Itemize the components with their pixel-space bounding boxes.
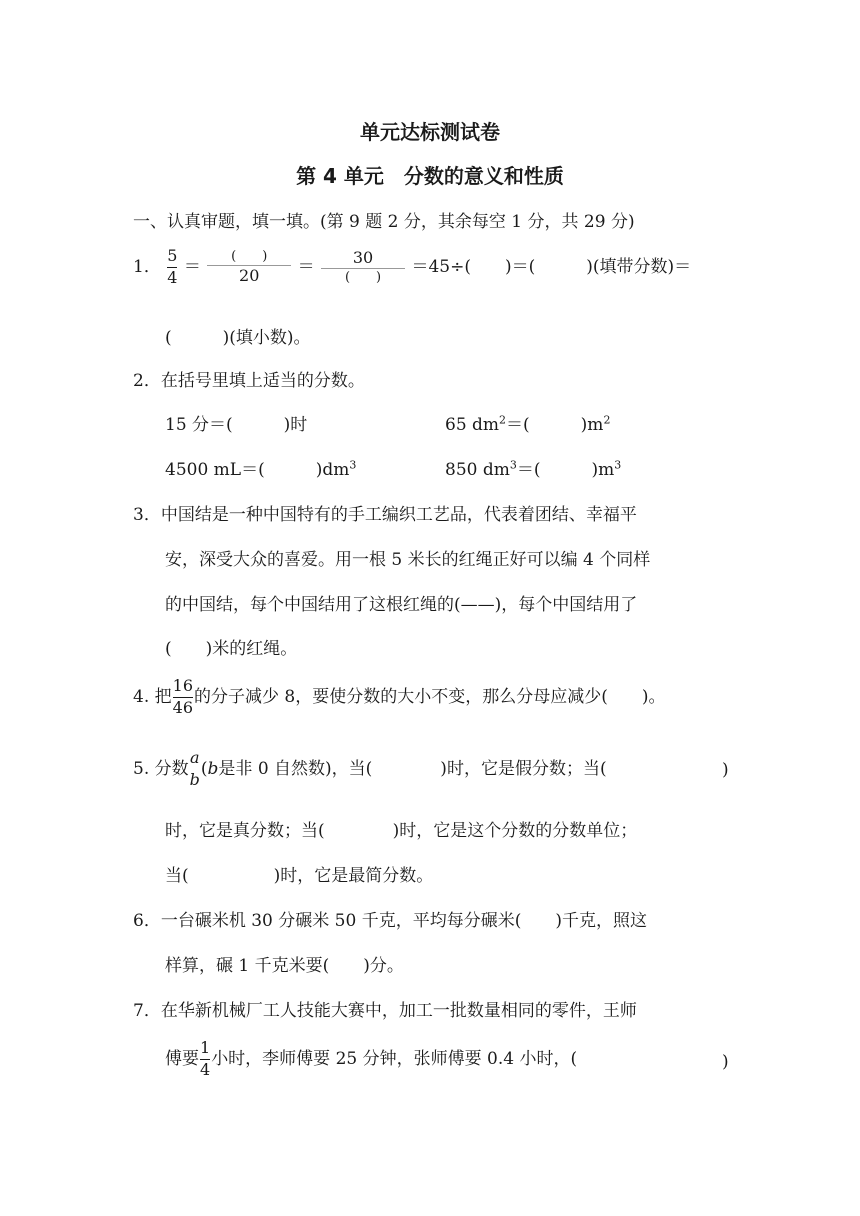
fraction-denominator: b — [189, 769, 200, 789]
superscript: 3 — [349, 458, 357, 472]
fraction-numerator: 5 — [167, 246, 178, 265]
fraction-numerator: 30 — [352, 247, 374, 267]
question-3 — [133, 500, 637, 525]
superscript: 3 — [509, 458, 517, 472]
fraction-denominator: 20 — [239, 266, 260, 286]
question-number: 3． — [133, 505, 161, 525]
superscript: 2 — [499, 413, 507, 427]
superscript: 3 — [614, 458, 622, 472]
question-6 — [133, 906, 647, 931]
fraction-numerator: 1 — [200, 1038, 211, 1057]
question-5-line-2: 时，它是真分数；当( )时，它是这个分数的分数单位； — [165, 821, 638, 841]
question-5 — [133, 750, 607, 789]
section-heading: 一、认真审题，填一填。(第 9 题 2 分，其余每空 1 分，共 29 分) — [133, 212, 635, 232]
question-text: 傅要 — [165, 1048, 199, 1069]
item-text: ＝( )m — [516, 460, 615, 480]
fraction-denominator: 4 — [200, 1059, 211, 1079]
fraction-denominator: 4 — [167, 267, 178, 287]
question-number: 4. — [133, 686, 150, 707]
question-4 — [133, 678, 665, 717]
closing-paren: ) — [722, 760, 729, 780]
question-text: 分数 — [154, 758, 189, 779]
question-2 — [133, 366, 365, 391]
item-text: 4500 mL＝( )dm — [165, 460, 350, 480]
paren: ( — [200, 758, 208, 779]
question-7 — [133, 996, 637, 1021]
question-text: 在华新机械厂工人技能大赛中，加工一批数量相同的零件，王师 — [160, 1001, 637, 1021]
question-1 — [133, 248, 691, 287]
variable: b — [207, 758, 219, 779]
question-3-line-2: 安，深受大众的喜爱。用一根 5 米长的红绳正好可以编 4 个同样 — [165, 550, 651, 570]
question-text: 的分子减少 8，要使分数的大小不变，那么分母应减少( )。 — [194, 686, 666, 707]
question-6-line-2: 样算，碾 1 千克米要( )分。 — [165, 956, 404, 976]
fraction-bar — [321, 268, 405, 269]
item-text: 850 dm — [445, 460, 510, 480]
fraction — [207, 250, 291, 285]
fraction — [173, 678, 193, 717]
question-5-line-3: 当( )时，它是最简分数。 — [165, 866, 434, 886]
closing-paren: ) — [722, 1052, 729, 1072]
fraction — [321, 247, 405, 286]
fraction-denominator: 46 — [172, 697, 193, 717]
page-title: 单元达标测试卷 — [360, 120, 500, 144]
question-number: 7． — [133, 1001, 161, 1021]
question-text: 在括号里填上适当的分数。 — [160, 371, 365, 391]
question-text: 是非 0 自然数)，当( )时，它是假分数；当( — [218, 758, 607, 779]
equals-sign: ＝ — [297, 256, 315, 277]
question-text: ＝45÷( )＝( )(填带分数)＝ — [411, 256, 692, 277]
fraction-denominator: ( ) — [344, 270, 382, 286]
fraction — [167, 248, 177, 287]
question-number: 2． — [133, 371, 161, 391]
fraction — [200, 1040, 210, 1079]
question-2-item-d — [445, 455, 621, 480]
fraction-numerator: a — [189, 748, 200, 767]
question-text: 把 — [154, 686, 172, 707]
question-7-line-2 — [165, 1040, 577, 1079]
question-number: 6． — [133, 911, 161, 931]
page-subtitle: 第 4 单元 分数的意义和性质 — [296, 164, 564, 188]
fraction-numerator: ( ) — [231, 248, 268, 264]
superscript: 2 — [603, 413, 611, 427]
question-3-line-4: ( )米的红绳。 — [165, 639, 298, 659]
question-2-item-b — [445, 410, 610, 435]
question-text: 中国结是一种中国特有的手工编织工艺品，代表着团结、幸福平 — [160, 505, 637, 525]
fraction-numerator: 16 — [172, 676, 193, 695]
fraction — [190, 750, 200, 789]
item-text: ＝( )m — [506, 415, 604, 435]
question-text: 小时，李师傅要 25 分钟，张师傅要 0.4 小时，( — [211, 1048, 578, 1069]
question-text: 一台碾米机 30 分碾米 50 千克，平均每分碾米( )千克，照这 — [160, 911, 647, 931]
question-3-line-3: 的中国结，每个中国结用了这根红绳的(——)，每个中国结用了 — [165, 595, 638, 615]
question-2-item-a: 15 分＝( )时 — [165, 415, 308, 435]
item-text: 65 dm — [445, 415, 500, 435]
question-2-item-c — [165, 455, 356, 480]
question-1-line-2: ( )(填小数)。 — [165, 328, 311, 348]
question-number: 5. — [133, 758, 150, 779]
question-number: 1． — [133, 256, 161, 277]
equals-sign: ＝ — [183, 256, 201, 277]
